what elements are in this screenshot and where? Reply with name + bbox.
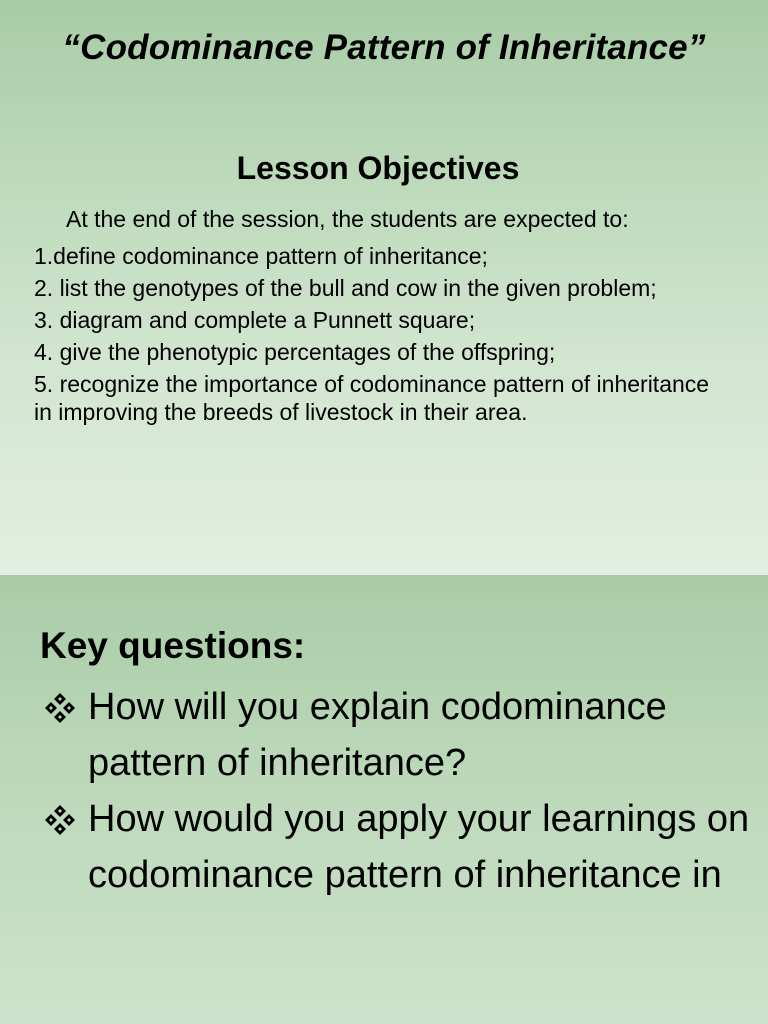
key-questions-heading: Key questions: xyxy=(40,625,306,666)
questions-list xyxy=(40,679,750,903)
objective-item: 4. give the phenotypic percentages of the offspring; xyxy=(34,339,556,365)
section-heading: Lesson Objectives xyxy=(236,150,520,186)
question-item xyxy=(40,679,750,791)
slide-title: “Codominance Pattern of Inheritance” xyxy=(62,28,706,67)
objective-item: 2. list the genotypes of the bull and cow in the given problem; xyxy=(34,275,657,301)
question-text: How will you explain codominance pattern of inheritance? xyxy=(88,686,667,784)
four-diamond-bullet-icon xyxy=(42,802,78,838)
question-text: How would you apply your learnings on codominance pattern of inheritance in xyxy=(88,798,750,896)
objective-item: 1.define codominance pattern of inheritance; xyxy=(34,243,488,269)
objective-item: 5. recognize the importance of codominance pattern of inheritance in improving the breeds of livestock in their area. xyxy=(34,371,710,425)
objectives-list xyxy=(34,242,724,430)
four-diamond-bullet-icon xyxy=(42,690,78,726)
objective-item: 3. diagram and complete a Punnett square; xyxy=(34,307,476,333)
intro-text: At the end of the session, the students are expected to: xyxy=(66,206,629,232)
question-item xyxy=(40,791,750,903)
